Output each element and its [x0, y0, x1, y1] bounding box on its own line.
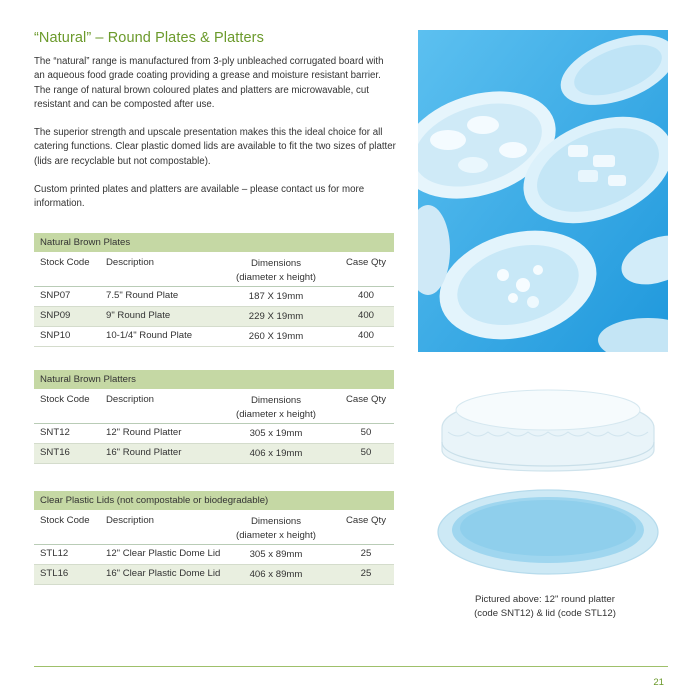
col-case-qty: Case Qty	[346, 257, 386, 268]
col-dimensions-sub: (diameter x height)	[236, 530, 316, 541]
col-dimensions-label: Dimensions	[250, 516, 302, 527]
col-description: Description	[106, 515, 154, 526]
cell-qty: 400	[357, 310, 374, 321]
cell-qty: 25	[360, 568, 372, 579]
table-row	[34, 424, 394, 444]
col-stock-code: Stock Code	[40, 515, 90, 526]
caption-line-1: Pictured above: 12" round platter	[475, 594, 615, 605]
lids-table-header	[34, 510, 394, 545]
table-row	[34, 327, 394, 347]
page-title: “Natural” – Round Plates & Platters	[34, 30, 264, 46]
col-stock-code: Stock Code	[40, 394, 90, 405]
cell-desc: 12" Clear Plastic Dome Lid	[106, 548, 221, 559]
cell-qty: 400	[357, 330, 374, 341]
col-dimensions-sub: (diameter x height)	[236, 409, 316, 420]
cell-dim: 305 x 89mm	[249, 549, 303, 560]
col-description: Description	[106, 394, 154, 405]
cell-dim: 187 X 19mm	[248, 291, 304, 302]
cell-code: SNT12	[40, 427, 70, 438]
cell-dim: 406 x 89mm	[249, 569, 303, 580]
col-case-qty: Case Qty	[346, 394, 386, 405]
dome-lid-and-platter-illustration	[428, 370, 668, 580]
col-dimensions-label: Dimensions	[250, 258, 302, 269]
lids-table-title: Clear Plastic Lids (not compostable or biodegradable)	[34, 491, 394, 510]
catering-platters-photo	[418, 30, 668, 352]
table-row	[34, 545, 394, 565]
cell-dim: 406 x 19mm	[249, 448, 303, 459]
cell-desc: 12" Round Platter	[106, 427, 182, 438]
col-description: Description	[106, 257, 154, 268]
strength-paragraph: The superior strength and upscale presentation makes this the ideal choice for all catering functions. Clear plastic domed lids are available to fit the two sizes of platter (lids are recyclable but not compostable).	[34, 127, 396, 167]
table-row	[34, 565, 394, 585]
col-dimensions	[222, 257, 330, 285]
cell-code: STL16	[40, 568, 69, 579]
cell-desc: 7.5" Round Plate	[106, 290, 179, 301]
caption-line-2: (code SNT12) & lid (code STL12)	[474, 607, 616, 619]
cell-qty: 50	[360, 427, 372, 438]
cell-code: SNT16	[40, 447, 70, 458]
platters-table-header	[34, 389, 394, 424]
col-dimensions-label: Dimensions	[250, 395, 302, 406]
col-stock-code: Stock Code	[40, 257, 90, 268]
cell-desc: 9" Round Plate	[106, 310, 171, 321]
plates-table	[34, 233, 394, 347]
custom-print-paragraph: Custom printed plates and platters are available – please contact us for more information.	[34, 184, 365, 210]
col-dimensions-sub: (diameter x height)	[236, 272, 316, 283]
catering-platters-illustration	[418, 30, 668, 352]
page-number: 21	[653, 677, 664, 688]
platters-table	[34, 370, 394, 464]
cell-desc: 16" Round Platter	[106, 447, 182, 458]
plates-table-header	[34, 252, 394, 287]
col-case-qty: Case Qty	[346, 515, 386, 526]
cell-dim: 229 X 19mm	[248, 311, 304, 322]
cell-desc: 10-1/4" Round Plate	[106, 330, 193, 341]
cell-qty: 50	[360, 447, 372, 458]
col-dimensions	[222, 515, 330, 543]
image-caption	[430, 593, 660, 620]
cell-code: STL12	[40, 548, 69, 559]
intro-paragraph: The “natural” range is manufactured from 3-ply unbleached corrugated board with an aqueous food grade coating providing a grease and moisture resistant barrier. The range of natural brown coloured plates and platters are microwavable, cut resistant and can be composted after use.	[34, 56, 384, 111]
cell-desc: 16" Clear Plastic Dome Lid	[106, 568, 221, 579]
platter-and-lid-image	[428, 370, 668, 580]
table-row	[34, 444, 394, 464]
cell-code: SNP07	[40, 290, 71, 301]
plates-table-title: Natural Brown Plates	[34, 233, 394, 252]
table-row	[34, 287, 394, 307]
lids-table	[34, 491, 394, 585]
footer-divider	[34, 666, 668, 667]
table-row	[34, 307, 394, 327]
cell-dim: 260 X 19mm	[248, 331, 304, 342]
platters-table-title: Natural Brown Platters	[34, 370, 394, 389]
col-dimensions	[222, 394, 330, 422]
cell-code: SNP10	[40, 330, 71, 341]
cell-dim: 305 x 19mm	[249, 428, 303, 439]
cell-qty: 400	[357, 290, 374, 301]
cell-qty: 25	[360, 548, 372, 559]
cell-code: SNP09	[40, 310, 71, 321]
